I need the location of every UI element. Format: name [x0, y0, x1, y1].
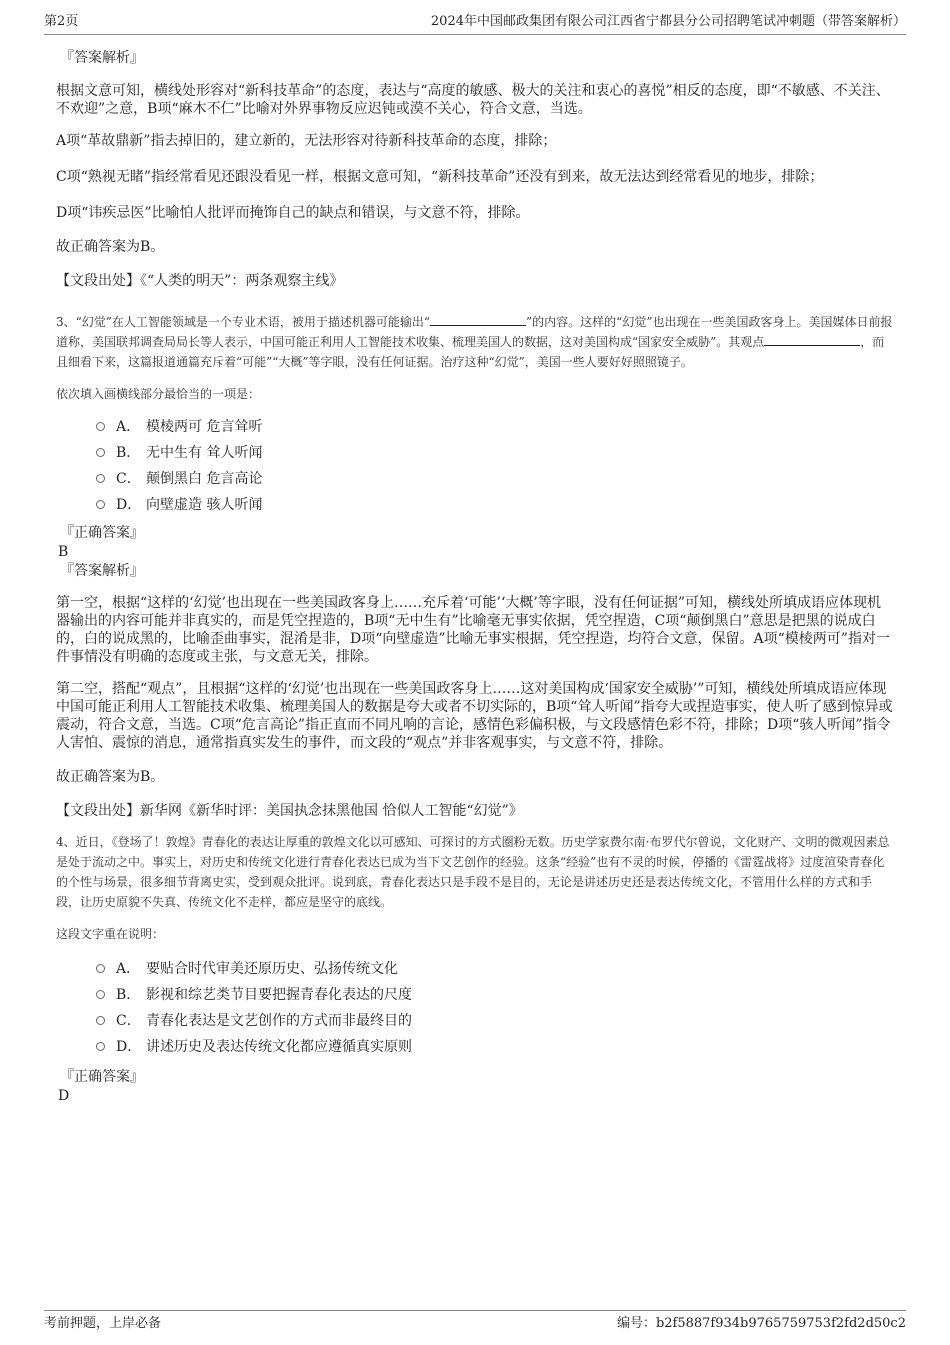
- q3-analysis-p2: 第二空，搭配“观点”，且根据“这样的‘幻觉’也出现在一些美国政客身上……这对美国构成‘国家安全威胁’”可知，横线处所填成语应体现中国可能正利用人工智能技术收集、梳理美国人的数据是夸大或者不切实际的，B项“耸人听闻”指夸大或捏造事实，使人听了感到惊异或震动，符合文意，当选。C项“危言高论”指正直而不同凡响的言论，感情色彩偏积极，与文段感情色彩不符，排除；D项“骇人听闻”指令人害怕、震惊的消息，通常指真实发生的事件，而文段的“观点”并非客观事实，与文意不符，排除。: [56, 681, 893, 751]
- radio-icon[interactable]: [96, 422, 105, 431]
- q4-option-c[interactable]: C． 青春化表达是文艺创作的方式而非最终目的: [56, 1008, 894, 1034]
- q3-source: 【文段出处】新华网《新华时评：美国执念抹黑他国 恰似人工智能“幻觉”》: [56, 803, 523, 819]
- page-header: [44, 12, 906, 35]
- q4-stem: 4、近日，《登场了！敦煌》青春化的表达让厚重的敦煌文化以可感知、可探讨的方式圈粉无数。历史学家费尔南·布罗代尔曾说，文化财产、文明的微观因素总是处于流动之中。事实上，对历史和传统文化进行青春化表达已成为当下文艺创作的经验。这条“经验”也有不灵的时候，停播的《雷霆战将》过度渲染青春化的个性与场景，很多细节背离史实，受到观众批评。说到底，青春化表达只是手段不是目的，无论是讲述历史还是表达传统文化，不管用什么样的方式和手段，让历史原貌不失真、传统文化不走样，都应是坚守的底线。: [56, 835, 890, 909]
- q3-option-b[interactable]: B． 无中生有 耸人听闻: [56, 440, 894, 466]
- q3-correct-answer: B: [58, 544, 69, 560]
- page-footer: [44, 1310, 906, 1335]
- q3-option-d[interactable]: D． 向壁虚造 骇人听闻: [56, 492, 894, 518]
- radio-icon[interactable]: [96, 990, 105, 999]
- q3-blank-1: [430, 313, 526, 326]
- q4-option-a[interactable]: A． 要贴合时代审美还原历史、弘扬传统文化: [56, 956, 894, 982]
- q4-option-b[interactable]: B． 影视和综艺类节目要把握青春化表达的尺度: [56, 982, 894, 1008]
- q4-prompt: 这段文字重在说明：: [56, 927, 165, 941]
- q3-stem-part3: ，而且细看下来，这篇报道通篇充斥着“可能”“大概”等字眼，没有任何证据。治疗这种“幻觉”，美国一些人要好好照照镜子。: [56, 335, 885, 369]
- q2-analysis-p3: C项“熟视无睹”指经常看见还跟没看见一样，根据文意可知，“新科技革命”还没有到来，故无法达到经常看见的地步，排除；: [56, 169, 824, 185]
- q3-analysis-p1: 第一空，根据“这样的‘幻觉’也出现在一些美国政客身上……充斥着‘可能’‘大概’等字眼，没有任何证据”可知，横线处所填成语应体现机器输出的内容可能并非真实的，而是凭空捏造的，B项“无中生有”比喻毫无事实依据，凭空捏造，C项“颠倒黑白”意思是把黑的说成白的，白的说成黑的，比喻歪曲事实，混淆是非，D项“向壁虚造”比喻无事实根据，凭空捏造，均符合文意，保留。A项“模棱两可”指对一件事情没有明确的态度或主张，与文意无关，排除。: [56, 595, 890, 665]
- q2-analysis-tag: 『答案解析』: [60, 50, 144, 66]
- radio-icon[interactable]: [96, 500, 105, 509]
- q4-option-d[interactable]: D． 讲述历史及表达传统文化都应遵循真实原则: [56, 1034, 894, 1060]
- q3-prompt: 依次填入画横线部分最恰当的一项是：: [56, 387, 261, 401]
- page-content: [56, 46, 894, 1105]
- radio-icon[interactable]: [96, 1042, 105, 1051]
- q3-option-a[interactable]: A． 模棱两可 危言耸听: [56, 414, 894, 440]
- radio-icon[interactable]: [96, 448, 105, 457]
- q2-source: 【文段出处】《“人类的明天”：两条观察主线》: [56, 273, 344, 289]
- q2-conclusion: 故正确答案为B。: [56, 239, 165, 255]
- q3-analysis-tag: 『答案解析』: [60, 563, 144, 579]
- q2-analysis-p2: A项“革故鼎新”指去掉旧的，建立新的，无法形容对待新科技革命的态度，排除；: [56, 133, 557, 149]
- q4-correct-tag: 『正确答案』: [60, 1069, 144, 1085]
- radio-icon[interactable]: [96, 474, 105, 483]
- q3-stem-part1: 3、“幻觉”在人工智能领域是一个专业术语，被用于描述机器可能输出“: [56, 315, 431, 329]
- q3-stem-part2: ”的内容。这样的“幻觉”也出现在一些美国政客身上。美国媒体日前报道称，美国联邦调查局局长等人表示，中国可能正利用人工智能技术收集、梳理美国人的数据，这对美国构成“国家安全威胁”。其观点: [56, 315, 893, 349]
- q3-options: [56, 414, 894, 518]
- q3-stem: [56, 312, 894, 372]
- radio-icon[interactable]: [96, 1016, 105, 1025]
- footer-slogan: 考前押题，上岸必备: [44, 1316, 162, 1331]
- page-number: 第2页: [44, 14, 79, 29]
- q2-analysis-p1: 根据文意可知，横线处形容对“新科技革命”的态度，表达与“高度的敏感、极大的关注和衷心的喜悦”相反的态度，即“不敏感、不关注、不欢迎”之意，B项“麻木不仁”比喻对外界事物反应迟钝或漠不关心，符合文意，当选。: [56, 83, 890, 117]
- q3-conclusion: 故正确答案为B。: [56, 769, 165, 785]
- q3-blank-2: [764, 333, 860, 346]
- q4-options: [56, 956, 894, 1060]
- q3-correct-tag: 『正确答案』: [60, 525, 144, 541]
- q2-analysis-p4: D项“讳疾忌医”比喻怕人批评而掩饰自己的缺点和错误，与文意不符，排除。: [56, 205, 530, 221]
- radio-icon[interactable]: [96, 964, 105, 973]
- document-title: 2024年中国邮政集团有限公司江西省宁都县分公司招聘笔试冲刺题（带答案解析）: [430, 14, 906, 29]
- q4-correct-answer: D: [58, 1088, 70, 1104]
- q3-option-c[interactable]: C． 颠倒黑白 危言高论: [56, 466, 894, 492]
- document-id: 编号：b2f5887f934b9765759753f2fd2d50c2: [616, 1316, 906, 1331]
